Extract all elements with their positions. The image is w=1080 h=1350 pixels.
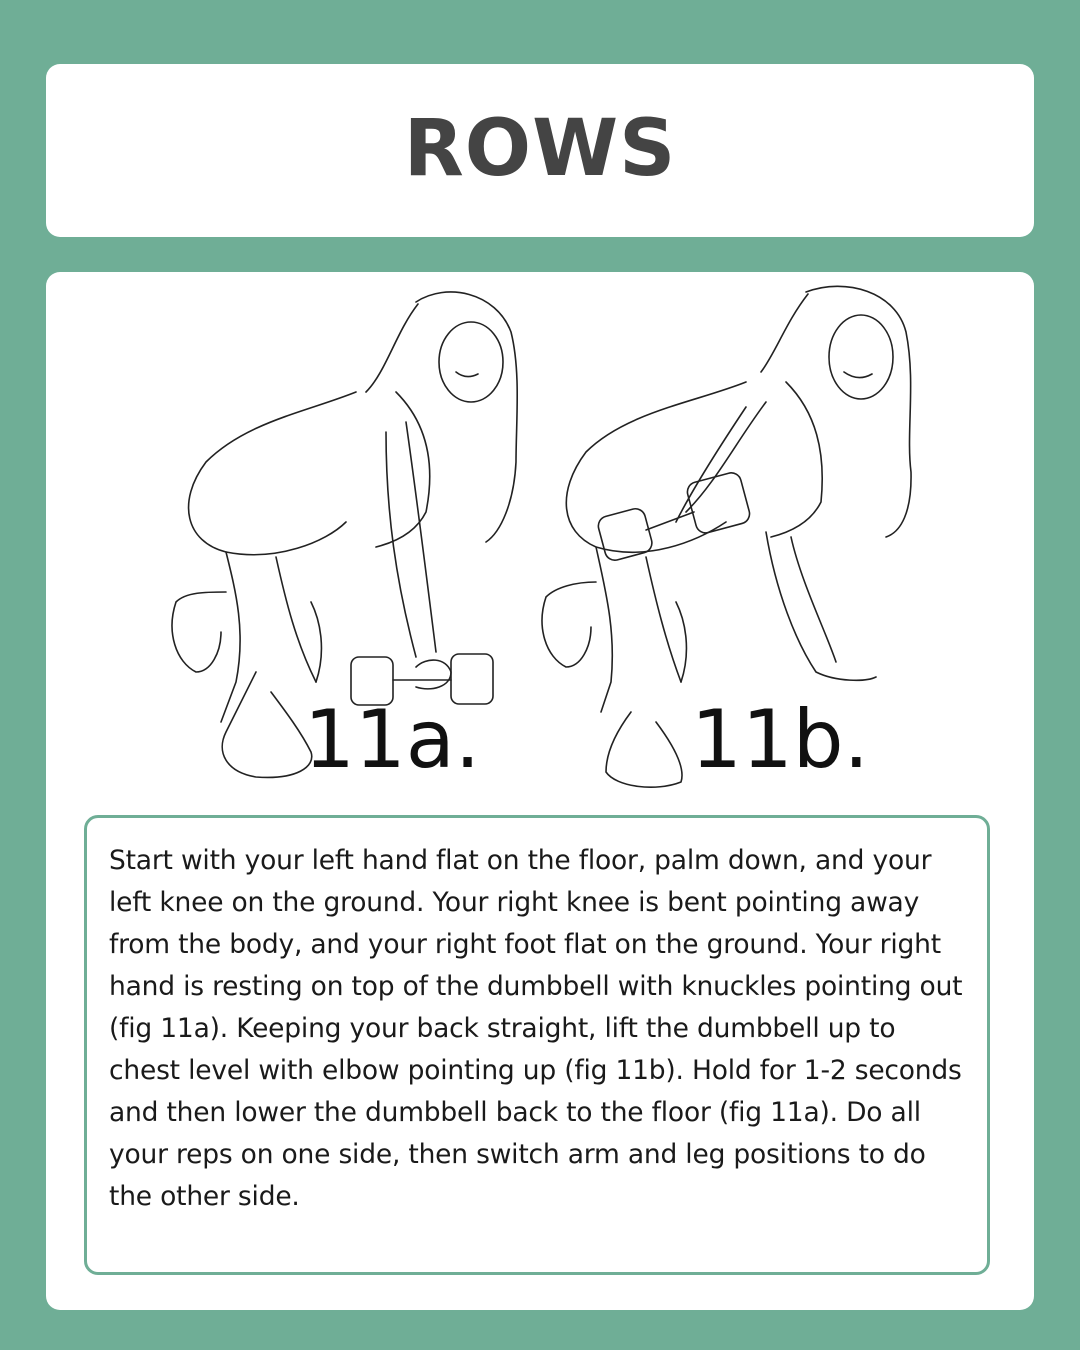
figure-label-11a: 11a.: [304, 693, 481, 786]
title-card: [46, 64, 1034, 237]
instructions-text: Start with your left hand flat on the floor, palm down, and your left knee on the ground. Your right knee is bent pointing away from the body, and your right foot flat on the ground. Your right hand is resting on top of the dumbbell with knuckles pointing out (fig 11a). Keeping your back straight, lift the dumbbell up to chest level with elbow pointing up (fig 11b). Hold for 1-2 seconds and then lower the dumbbell back to the floor (fig 11a). Do all your reps on one side, then switch arm and leg positions to do the other side.: [109, 845, 963, 1212]
exercise-card: [46, 272, 1034, 1310]
instructions-box: [84, 815, 990, 1275]
page-title: ROWS: [403, 103, 677, 194]
figure-label-11b: 11b.: [691, 693, 870, 786]
exercise-illustration: [46, 272, 1034, 812]
